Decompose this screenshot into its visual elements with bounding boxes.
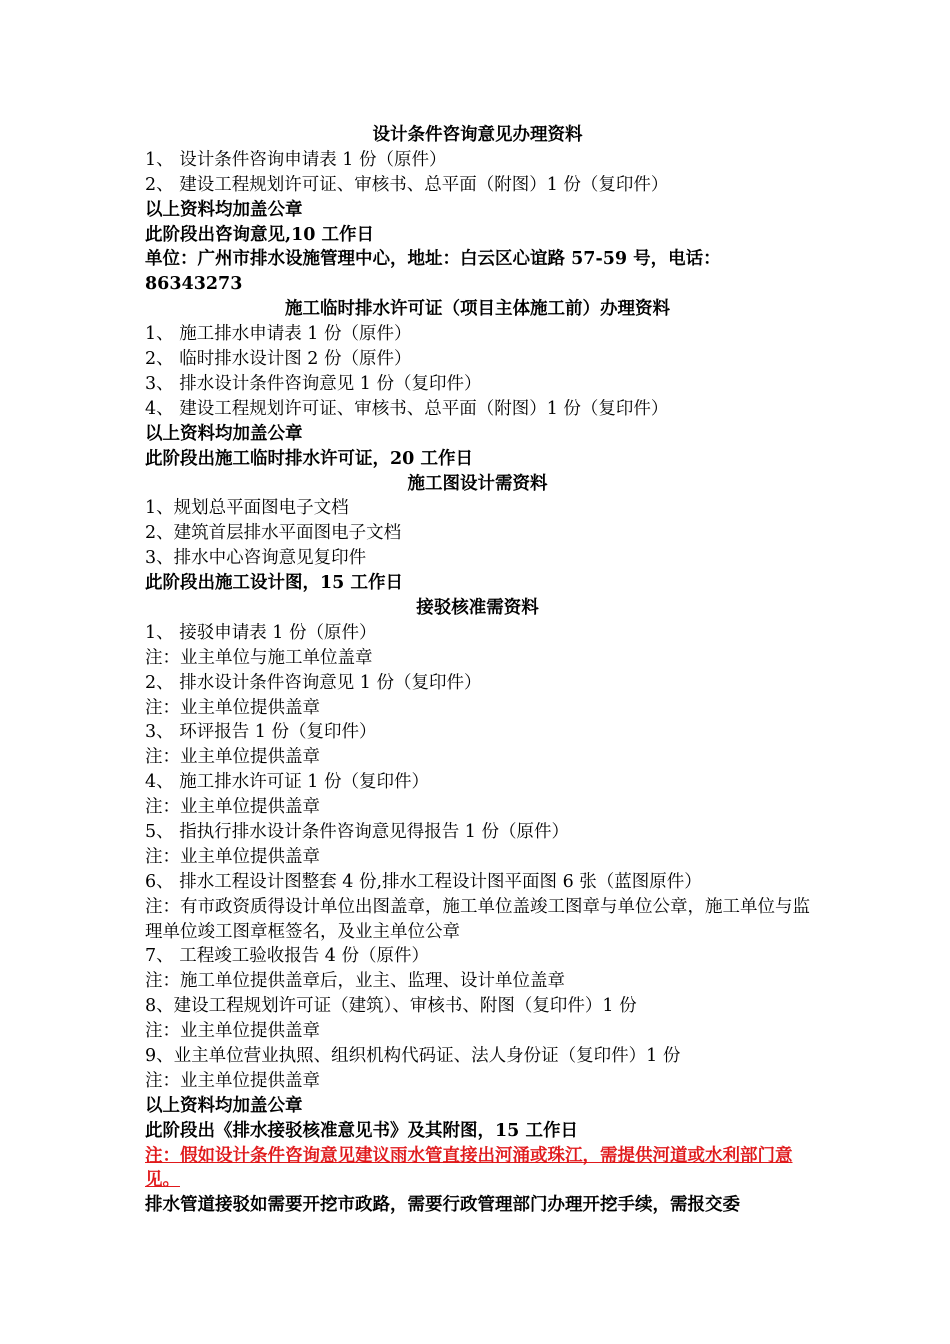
section-title: 设计条件咨询意见办理资料 — [372, 125, 583, 145]
list-note: 注：业主单位提供盖章 — [145, 697, 320, 718]
list-note: 注：施工单位提供盖章后，业主、监理、设计单位盖章 — [145, 971, 565, 992]
note-text: 以上资料均加盖公章 — [145, 1095, 303, 1116]
section-title: 接驳核准需资料 — [416, 597, 539, 618]
list-item: 1、 设计条件咨询申请表 1 份（原件） — [145, 149, 447, 170]
section-title: 施工临时排水许可证（项目主体施工前）办理资料 — [285, 299, 670, 320]
note-text: 此阶段出咨询意见,10 工作日 — [145, 224, 375, 245]
note-text: 此阶段出施工设计图，15 工作日 — [145, 573, 403, 594]
list-item: 2、 临时排水设计图 2 份（原件） — [145, 349, 412, 370]
list-note: 注：业主单位提供盖章 — [145, 1070, 320, 1091]
list-item: 4、 施工排水许可证 1 份（复印件） — [145, 772, 429, 793]
list-note: 注：业主单位提供盖章 — [145, 1021, 320, 1042]
list-note: 注：业主单位提供盖章 — [145, 846, 320, 867]
list-note: 注：有市政资质得设计单位出图盖章，施工单位盖竣工图章与单位公章，施工单位与监理单位竣工图章框签名，及业主单位公章 — [145, 896, 810, 942]
list-item: 3、 排水设计条件咨询意见 1 份（复印件） — [145, 373, 482, 394]
list-item: 6、 排水工程设计图整套 4 份,排水工程设计图平面图 6 张（蓝图原件） — [145, 871, 702, 892]
list-item: 8、建设工程规划许可证（建筑）、审核书、附图（复印件）1 份 — [145, 996, 637, 1017]
note-text: 此阶段出《排水接驳核准意见书》及其附图，15 工作日 — [145, 1120, 578, 1141]
list-note: 注：业主单位提供盖章 — [145, 747, 320, 768]
list-item: 7、 工程竣工验收报告 4 份（原件） — [145, 946, 429, 967]
list-item: 1、 施工排水申请表 1 份（原件） — [145, 324, 412, 345]
list-item: 3、排水中心咨询意见复印件 — [145, 548, 367, 569]
document-page — [145, 123, 810, 1218]
footer-text: 排水管道接驳如需要开挖市政路，需要行政管理部门办理开挖手续，需报交委 — [145, 1195, 740, 1216]
warning-note: 注：假如设计条件咨询意见建议雨水管直接出河涌或珠江，需提供河道或水利部门意见。 — [145, 1145, 793, 1191]
contact-info: 单位：广州市排水设施管理中心，地址：白云区心谊路 57-59 号，电话：86343273 — [145, 249, 721, 295]
list-item: 2、 排水设计条件咨询意见 1 份（复印件） — [145, 672, 482, 693]
list-item: 1、规划总平面图电子文档 — [145, 498, 349, 519]
note-text: 以上资料均加盖公章 — [145, 199, 303, 220]
section-title: 施工图设计需资料 — [407, 473, 548, 494]
list-note: 注：业主单位提供盖章 — [145, 797, 320, 818]
list-item: 1、 接驳申请表 1 份（原件） — [145, 622, 377, 643]
list-item: 9、业主单位营业执照、组织机构代码证、法人身份证（复印件）1 份 — [145, 1046, 681, 1067]
note-text: 此阶段出施工临时排水许可证，20 工作日 — [145, 448, 473, 469]
list-note: 注：业主单位与施工单位盖章 — [145, 647, 373, 668]
list-item: 4、 建设工程规划许可证、审核书、总平面（附图）1 份（复印件） — [145, 398, 669, 419]
list-item: 3、 环评报告 1 份（复印件） — [145, 722, 377, 743]
list-item: 2、 建设工程规划许可证、审核书、总平面（附图）1 份（复印件） — [145, 174, 669, 195]
list-item: 5、 指执行排水设计条件咨询意见得报告 1 份（原件） — [145, 821, 569, 842]
note-text: 以上资料均加盖公章 — [145, 423, 303, 444]
list-item: 2、建筑首层排水平面图电子文档 — [145, 523, 402, 544]
